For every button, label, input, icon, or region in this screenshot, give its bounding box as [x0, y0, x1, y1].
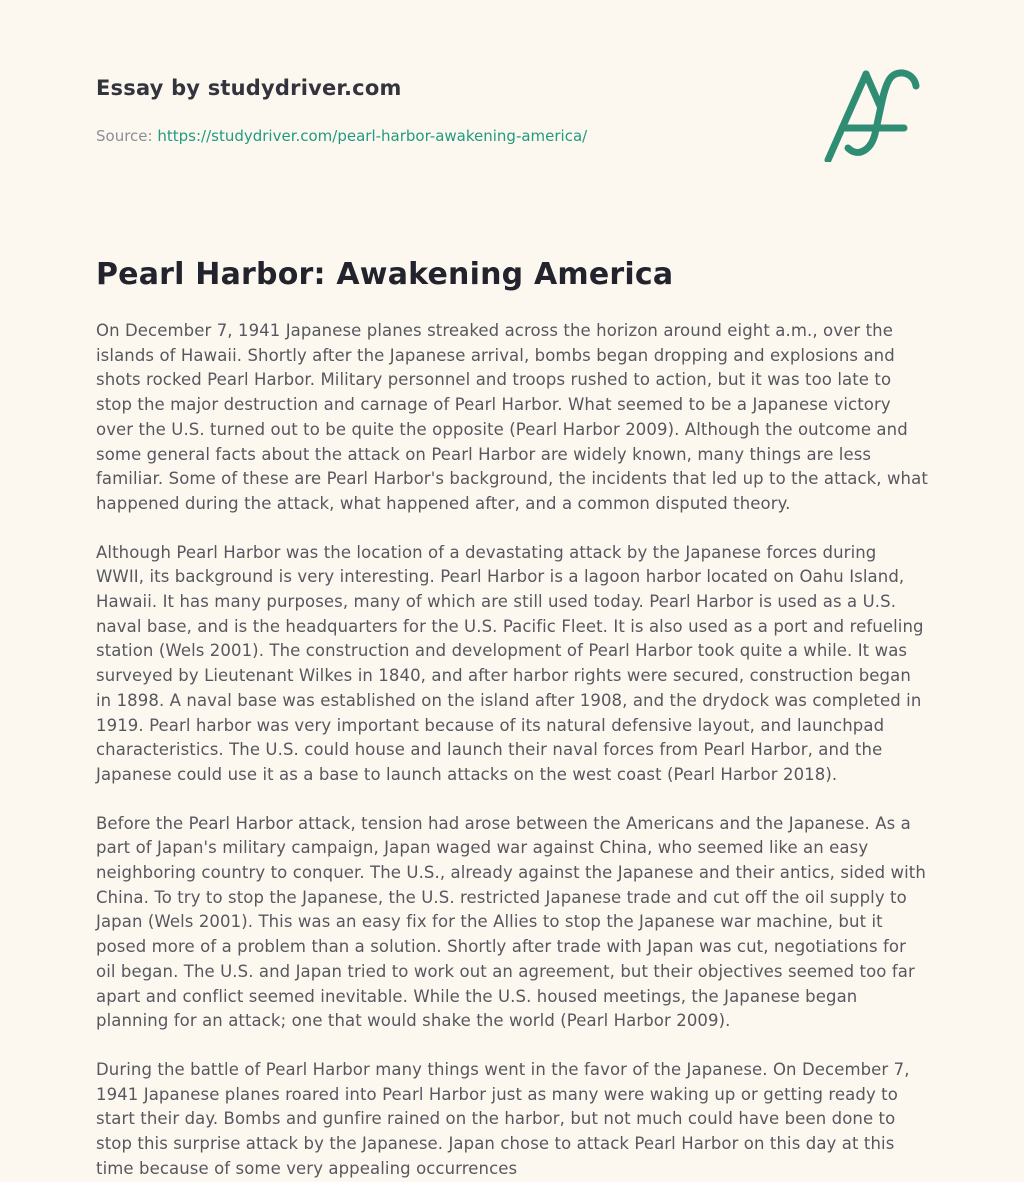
essay-title: Pearl Harbor: Awakening America [96, 257, 674, 292]
source-label: Source: [96, 127, 153, 145]
essay-body [96, 319, 928, 1182]
studydriver-logo [820, 66, 938, 162]
source-line [96, 127, 928, 145]
source-url-link[interactable]: https://studydriver.com/pearl-harbor-awakening-america/ [157, 127, 588, 145]
essay-paragraph: Although Pearl Harbor was the location of a devastating attack by the Japanese forces during WWII, its background is very interesting. Pearl Harbor is a lagoon harbor located on Oahu Island, Hawaii. It has many purposes, many of which are still used today. Pearl Harbor is used as a U.S. naval base, and is the headquarters for the U.S. Pacific Fleet. It is also used as a port and refueling station (Wels 2001). The construction and development of Pearl Harbor took quite a while. It was surveyed by Lieutenant Wilkes in 1840, and after harbor rights were secured, construction began in 1898. A naval base was established on the island after 1908, and the drydock was completed in 1919. Pearl harbor was very important because of its natural defensive layout, and launchpad characteristics. The U.S. could house and launch their naval forces from Pearl Harbor, and the Japanese could use it as a base to launch attacks on the west coast (Pearl Harbor 2018). [96, 542, 924, 784]
essay-paragraph: On December 7, 1941 Japanese planes streaked across the horizon around eight a.m., over the islands of Hawaii. Shortly after the Japanese arrival, bombs began dropping and explosions and shots rocked Pearl Harbor. Military personnel and troops rushed to action, but it was too late to stop the major destruction and carnage of Pearl Harbor. What seemed to be a Japanese victory over the U.S. turned out to be quite the opposite (Pearl Harbor 2009). Although the outcome and some general facts about the attack on Pearl Harbor are widely known, many things are less familiar. Some of these are Pearl Harbor's background, the incidents that led up to the attack, what happened during the attack, what happened after, and a common disputed theory. [96, 321, 928, 513]
studydriver-aj-logo-icon [820, 66, 938, 162]
essay-byline: Essay by studydriver.com [96, 76, 402, 100]
essay-paragraph: During the battle of Pearl Harbor many things went in the favor of the Japanese. On December 7, 1941 Japanese planes roared into Pearl Harbor just as many were waking up or getting ready to start their day. Bombs and gunfire rained on the harbor, but not much could have been done to stop this surprise attack by the Japanese. Japan chose to attack Pearl Harbor on this day at this time because of some very appealing occurrences [96, 1059, 910, 1178]
essay-paragraph: Before the Pearl Harbor attack, tension had arose between the Americans and the Japanese. As a part of Japan's military campaign, Japan waged war against China, who seemed like an easy neighboring country to conquer. The U.S., already against the Japanese and their antics, sided with China. To try to stop the Japanese, the U.S. restricted Japanese trade and cut off the oil supply to Japan (Wels 2001). This was an easy fix for the Allies to stop the Japanese war machine, but it posed more of a problem than a solution. Shortly after trade with Japan was cut, negotiations for oil began. The U.S. and Japan tried to work out an agreement, but their objectives seemed too far apart and conflict seemed inevitable. While the U.S. housed meetings, the Japanese began planning for an attack; one that would shake the world (Pearl Harbor 2009). [96, 813, 926, 1031]
